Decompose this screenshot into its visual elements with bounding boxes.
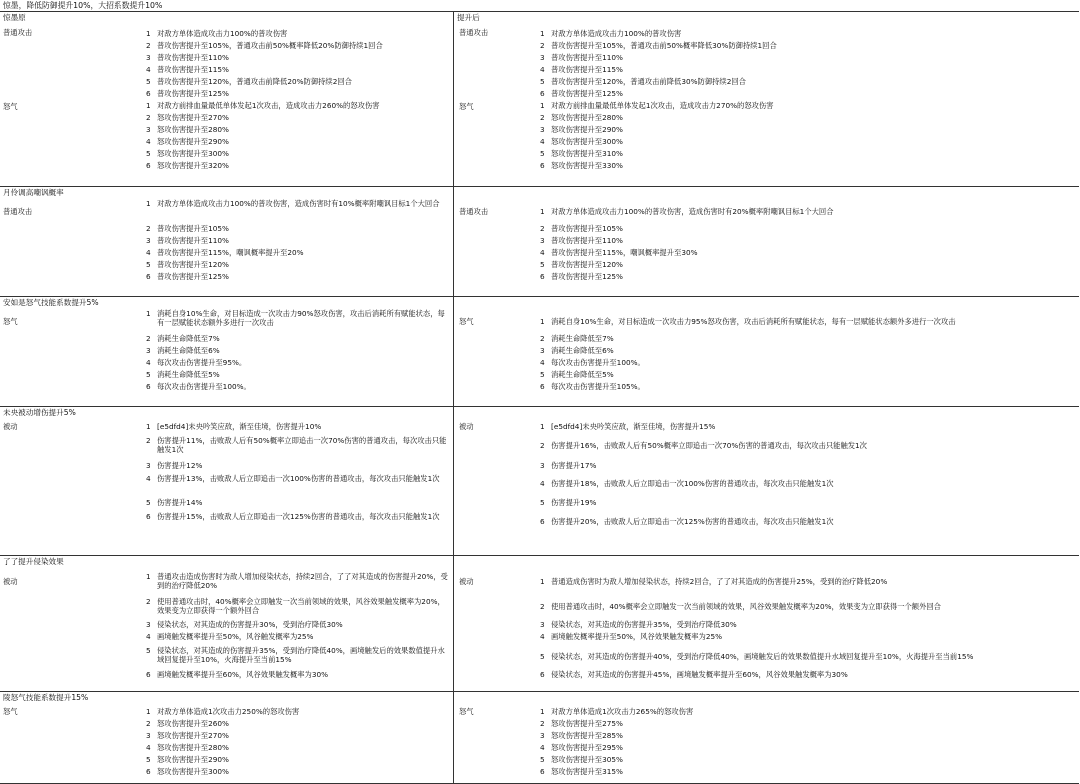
skill-level-row <box>540 755 1075 764</box>
level-description: 怒攻伤害提升至260% <box>157 719 229 728</box>
skill-level-row <box>146 77 451 86</box>
skill-level-row <box>146 101 451 110</box>
level-number: 6 <box>146 512 151 521</box>
skill-type-label: 怒气 <box>459 317 474 326</box>
skill-level-row <box>146 53 451 62</box>
level-description: 怒攻伤害提升至290% <box>157 755 229 764</box>
skill-level-row <box>540 461 1075 470</box>
skill-level-row <box>540 113 1075 122</box>
skill-level-row <box>146 474 451 483</box>
level-number: 4 <box>540 743 545 752</box>
right-column <box>454 556 1079 691</box>
level-description: 怒攻伤害提升至320% <box>157 161 229 170</box>
level-description: 普攻伤害提升至105% <box>157 224 229 233</box>
level-description: 每次攻击伤害提升至100%。 <box>157 382 251 391</box>
level-number: 6 <box>146 161 151 170</box>
level-description: 消耗生命降低至5% <box>157 370 220 379</box>
level-number: 2 <box>146 41 151 50</box>
skill-level-row <box>146 422 451 431</box>
left-column <box>0 297 454 406</box>
skill-level-row <box>146 199 451 208</box>
level-description: 怒攻伤害提升至280% <box>157 125 229 134</box>
skill-level-row <box>146 382 451 391</box>
skill-level-row <box>146 149 451 158</box>
level-number: 2 <box>146 334 151 343</box>
skill-level-row <box>540 29 1075 38</box>
left-column <box>0 407 454 555</box>
skill-level-row <box>146 125 451 134</box>
level-description: 普攻伤害提升至125% <box>551 272 623 281</box>
skill-level-row <box>540 317 1075 326</box>
level-description: 对敌方单体造成攻击力100%的普攻伤害 <box>551 29 682 38</box>
level-description: 对敌方单体造成攻击力100%的普攻伤害，造成伤害时有20%概率附嘲讽目标1个大回合 <box>551 207 834 216</box>
level-number: 6 <box>540 767 545 776</box>
level-description: 伤害提升12% <box>157 461 203 470</box>
section-note: 惊墨原 <box>3 13 26 22</box>
level-number: 3 <box>540 53 545 62</box>
level-description: 侵染状态，对其造成的伤害提升45%，画境触发概率提升至60%，风谷效果触发概率为30% <box>551 670 848 679</box>
left-column <box>0 556 454 691</box>
level-number: 1 <box>146 707 151 716</box>
right-column <box>454 297 1079 406</box>
skill-level-row <box>540 89 1075 98</box>
level-description: 对敌方前排血量最低单体发起1次攻击，造成攻击力260%的怒攻伤害 <box>157 101 380 110</box>
skill-level-row <box>146 224 451 233</box>
level-number: 1 <box>146 309 151 318</box>
level-description: 消耗生命降低至7% <box>551 334 614 343</box>
level-number: 4 <box>540 632 545 641</box>
level-number: 4 <box>540 65 545 74</box>
level-description: 普攻伤害提升至120% <box>551 260 623 269</box>
level-description: 侵染状态，对其造成的伤害提升40%，受到治疗降低40%，画境触发后的效果数值提升水域回复提升至10%，火海提升至当前15% <box>551 652 974 661</box>
level-description: 怒攻伤害提升至275% <box>551 719 623 728</box>
level-description: 画境触发概率提升至50%，风谷触发概率为25% <box>157 632 314 641</box>
level-description: 消耗生命降低至7% <box>157 334 220 343</box>
level-description: 伤害提升15%，击败敌人后立即追击一次125%伤害的普通攻击，每次攻击只能触发1次 <box>157 512 440 521</box>
skill-level-row <box>540 731 1075 740</box>
skill-level-row <box>146 632 451 641</box>
level-number: 4 <box>146 743 151 752</box>
skill-type-label: 被动 <box>459 422 474 431</box>
section-s5 <box>0 555 1079 691</box>
skill-level-row <box>146 731 451 740</box>
level-number: 3 <box>146 461 151 470</box>
skill-type-label: 被动 <box>3 422 18 431</box>
level-number: 4 <box>146 137 151 146</box>
section-s6 <box>0 691 1079 784</box>
section-s2 <box>0 186 1079 296</box>
level-number: 4 <box>540 358 545 367</box>
level-description: 怒攻伤害提升至300% <box>551 137 623 146</box>
level-number: 3 <box>540 620 545 629</box>
skill-level-row <box>146 137 451 146</box>
skill-level-row <box>146 461 451 470</box>
level-description: 怒攻伤害提升至270% <box>157 113 229 122</box>
level-description: [e5dfd4]未央吟笑应敌，渐至佳境，伤害提升15% <box>551 422 716 431</box>
level-description: 对敌方单体造成1次攻击力265%的怒攻伤害 <box>551 707 694 716</box>
left-column <box>0 12 454 186</box>
level-description: 普通攻击造成伤害时为敌人增加侵染状态，持续2回合，了了对其造成的伤害提升20%，受到的治疗降低20% <box>157 572 448 591</box>
level-description: 普攻伤害提升至110% <box>551 53 623 62</box>
skill-level-row <box>540 207 1075 216</box>
section-note: 月伶调高嘲讽概率 <box>3 188 64 197</box>
level-number: 6 <box>540 382 545 391</box>
skill-level-row <box>540 620 1075 629</box>
level-description: 伤害提升13%，击败敌人后立即追击一次100%伤害的普通攻击，每次攻击只能触发1次 <box>157 474 440 483</box>
level-number: 1 <box>540 317 545 326</box>
level-description: 画境触发概率提升至50%，风谷效果触发概率为25% <box>551 632 723 641</box>
level-number: 2 <box>146 719 151 728</box>
skill-level-row <box>146 65 451 74</box>
skill-level-row <box>146 436 451 455</box>
level-number: 6 <box>540 670 545 679</box>
skill-level-row <box>146 707 451 716</box>
level-description: [e5dfd4]未央吟笑应敌，渐至佳境，伤害提升10% <box>157 422 322 431</box>
skill-level-row <box>540 602 1075 611</box>
level-description: 伤害提升14% <box>157 498 203 507</box>
level-description: 普攻伤害提升至120%，普通攻击前降低20%防御持续2回合 <box>157 77 352 86</box>
skill-level-row <box>540 577 1075 586</box>
level-number: 5 <box>146 260 151 269</box>
left-column <box>0 692 454 783</box>
level-description: 消耗生命降低至5% <box>551 370 614 379</box>
level-description: 消耗自身10%生命，对目标造成一次攻击力95%怒攻伤害，攻击后消耗所有赋能状态，每有一层赋能状态额外多进行一次攻击 <box>551 317 956 326</box>
skill-level-row <box>540 334 1075 343</box>
level-description: 对敌方单体造成1次攻击力250%的怒攻伤害 <box>157 707 300 716</box>
level-number: 1 <box>146 29 151 38</box>
skill-level-row <box>540 77 1075 86</box>
level-description: 每次攻击伤害提升至95%。 <box>157 358 247 367</box>
right-column <box>454 12 1079 186</box>
level-number: 4 <box>146 248 151 257</box>
level-number: 6 <box>146 89 151 98</box>
section-note: 了了提升侵染效果 <box>3 557 64 566</box>
level-description: 怒攻伤害提升至330% <box>551 161 623 170</box>
section-note: 提升后 <box>457 13 480 22</box>
level-description: 侵染状态，对其造成的伤害提升35%，受到治疗降低40%，画境触发后的效果数值提升水域回复提升至10%，火海提升至当前15% <box>157 646 445 665</box>
skill-level-row <box>146 272 451 281</box>
skill-level-row <box>540 161 1075 170</box>
level-description: 怒攻伤害提升至315% <box>551 767 623 776</box>
level-description: 怒攻伤害提升至280% <box>551 113 623 122</box>
skill-type-label: 被动 <box>459 577 474 586</box>
level-number: 3 <box>540 461 545 470</box>
level-number: 5 <box>540 498 545 507</box>
level-number: 5 <box>146 755 151 764</box>
level-number: 6 <box>146 670 151 679</box>
level-number: 1 <box>540 29 545 38</box>
skill-level-row <box>540 101 1075 110</box>
level-description: 怒攻伤害提升至300% <box>157 149 229 158</box>
skill-level-row <box>540 41 1075 50</box>
skill-level-row <box>540 236 1075 245</box>
level-description: 普攻伤害提升至120% <box>157 260 229 269</box>
skill-level-row <box>146 346 451 355</box>
level-number: 5 <box>146 646 151 655</box>
level-number: 3 <box>540 731 545 740</box>
skill-level-row <box>146 572 451 591</box>
level-number: 1 <box>146 422 151 431</box>
skill-level-row <box>540 632 1075 641</box>
level-description: 普通造成伤害时为敌人增加侵染状态，持续2回合，了了对其造成的伤害提升25%，受到的治疗降低20% <box>551 577 888 586</box>
skill-type-label: 普通攻击 <box>459 28 489 37</box>
level-number: 6 <box>146 382 151 391</box>
skill-level-row <box>540 272 1075 281</box>
level-number: 3 <box>540 236 545 245</box>
level-number: 1 <box>540 207 545 216</box>
level-number: 2 <box>540 113 545 122</box>
skill-level-row <box>146 260 451 269</box>
level-description: 对敌方单体造成攻击力100%的普攻伤害，造成伤害时有10%概率附嘲讽目标1个大回合 <box>157 199 440 208</box>
skill-level-row <box>146 719 451 728</box>
skill-level-row <box>540 517 1075 526</box>
skill-level-row <box>540 248 1075 257</box>
skill-level-row <box>540 382 1075 391</box>
level-number: 1 <box>540 707 545 716</box>
skill-level-row <box>540 498 1075 507</box>
level-description: 普攻伤害提升至115% <box>551 65 623 74</box>
level-description: 普攻伤害提升至105%，普通攻击前50%概率降低20%防御持续1回合 <box>157 41 383 50</box>
skill-level-row <box>540 149 1075 158</box>
level-description: 伤害提升11%，击败敌人后有50%概率立即追击一次70%伤害的普通攻击，每次攻击只能触发1次 <box>157 436 447 455</box>
level-number: 2 <box>540 441 545 450</box>
skill-level-row <box>146 512 451 521</box>
level-number: 2 <box>540 224 545 233</box>
skill-level-row <box>540 670 1075 679</box>
skill-level-row <box>146 29 451 38</box>
level-number: 6 <box>540 272 545 281</box>
level-number: 4 <box>146 632 151 641</box>
level-number: 1 <box>146 101 151 110</box>
level-description: 画境触发概率提升至60%，风谷效果触发概率为30% <box>157 670 329 679</box>
level-description: 伤害提升20%，击败敌人后立即追击一次125%伤害的普通攻击，每次攻击只能触发1次 <box>551 517 834 526</box>
level-description: 伤害提升16%，击败敌人后有50%概率立即追击一次70%伤害的普通攻击，每次攻击只能触发1次 <box>551 441 867 450</box>
skill-level-row <box>540 53 1075 62</box>
skill-type-label: 怒气 <box>3 317 18 326</box>
level-description: 普攻伤害提升至110% <box>157 236 229 245</box>
level-description: 怒攻伤害提升至280% <box>157 743 229 752</box>
level-description: 怒攻伤害提升至300% <box>157 767 229 776</box>
skill-level-row <box>540 479 1075 488</box>
right-column <box>454 407 1079 555</box>
level-number: 1 <box>146 572 151 581</box>
level-description: 怒攻伤害提升至310% <box>551 149 623 158</box>
level-number: 1 <box>146 199 151 208</box>
level-description: 怒攻伤害提升至290% <box>551 125 623 134</box>
section-s1 <box>0 11 1079 186</box>
skill-type-label: 普通攻击 <box>459 207 489 216</box>
skill-level-row <box>146 498 451 507</box>
section-note: 未央被动增伤提升5% <box>3 408 76 417</box>
skill-level-row <box>540 652 1075 661</box>
level-description: 怒攻伤害提升至290% <box>157 137 229 146</box>
level-description: 侵染状态，对其造成的伤害提升30%，受到治疗降低30% <box>157 620 343 629</box>
level-description: 每次攻击伤害提升至105%。 <box>551 382 645 391</box>
level-number: 3 <box>146 731 151 740</box>
level-number: 2 <box>146 224 151 233</box>
skill-type-label: 怒气 <box>3 102 18 111</box>
level-description: 普攻伤害提升至125% <box>157 89 229 98</box>
level-description: 使用普通攻击时，40%概率会立即触发一次当前领域的效果，风谷效果触发概率为20%，效果变为立即获得一个额外回合 <box>157 597 445 616</box>
level-number: 3 <box>540 346 545 355</box>
skill-level-row <box>146 597 451 616</box>
level-number: 3 <box>146 346 151 355</box>
skill-level-row <box>540 346 1075 355</box>
skill-level-row <box>146 646 451 665</box>
skill-level-row <box>540 743 1075 752</box>
level-description: 普攻伤害提升至110% <box>551 236 623 245</box>
level-description: 普攻伤害提升至105%，普通攻击前50%概率降低30%防御持续1回合 <box>551 41 777 50</box>
skill-level-row <box>540 370 1075 379</box>
skill-level-row <box>540 719 1075 728</box>
level-description: 消耗生命降低至6% <box>551 346 614 355</box>
level-number: 3 <box>146 53 151 62</box>
skill-level-row <box>146 89 451 98</box>
skill-level-row <box>146 767 451 776</box>
level-number: 4 <box>146 65 151 74</box>
level-number: 3 <box>540 125 545 134</box>
level-number: 6 <box>540 161 545 170</box>
level-number: 5 <box>146 370 151 379</box>
skill-level-row <box>540 224 1075 233</box>
level-number: 2 <box>146 597 151 606</box>
level-number: 3 <box>146 236 151 245</box>
level-number: 2 <box>146 436 151 445</box>
level-description: 普攻伤害提升至105% <box>551 224 623 233</box>
level-number: 5 <box>146 498 151 507</box>
level-description: 使用普通攻击时，40%概率会立即触发一次当前领域的效果，风谷效果触发概率为20%，效果变为立即获得一个额外回合 <box>551 602 941 611</box>
level-number: 2 <box>540 41 545 50</box>
level-description: 普攻伤害提升至125% <box>157 272 229 281</box>
level-description: 怒攻伤害提升至285% <box>551 731 623 740</box>
skill-level-row <box>146 358 451 367</box>
skill-level-row <box>540 441 1075 450</box>
level-description: 伤害提升18%，击败敌人后立即追击一次100%伤害的普通攻击，每次攻击只能触发1次 <box>551 479 834 488</box>
section-note: 陵怒气技能系数提升15% <box>3 693 89 702</box>
skill-level-row <box>146 161 451 170</box>
level-description: 怒攻伤害提升至305% <box>551 755 623 764</box>
level-number: 4 <box>540 479 545 488</box>
section-s4 <box>0 406 1079 555</box>
level-number: 3 <box>146 125 151 134</box>
level-number: 5 <box>540 370 545 379</box>
level-description: 每次攻击伤害提升至100%。 <box>551 358 645 367</box>
level-number: 4 <box>146 358 151 367</box>
level-number: 2 <box>540 719 545 728</box>
skill-level-row <box>540 260 1075 269</box>
level-description: 普攻伤害提升至115%，嘲讽概率提升至20% <box>157 248 304 257</box>
level-description: 对敌方单体造成攻击力100%的普攻伤害 <box>157 29 288 38</box>
level-description: 伤害提升17% <box>551 461 597 470</box>
level-description: 普攻伤害提升至115%，嘲讽概率提升至30% <box>551 248 698 257</box>
level-number: 2 <box>540 334 545 343</box>
level-description: 侵染状态，对其造成的伤害提升35%，受到治疗降低30% <box>551 620 737 629</box>
level-description: 普攻伤害提升至110% <box>157 53 229 62</box>
skill-level-row <box>540 137 1075 146</box>
skill-type-label: 普通攻击 <box>3 207 33 216</box>
right-column <box>454 692 1079 783</box>
level-number: 5 <box>540 755 545 764</box>
skill-level-row <box>540 767 1075 776</box>
skill-level-row <box>540 65 1075 74</box>
skill-level-row <box>146 113 451 122</box>
skill-level-row <box>146 755 451 764</box>
skill-level-row <box>540 358 1075 367</box>
level-description: 消耗自身10%生命，对目标造成一次攻击力90%怒攻伤害，攻击后消耗所有赋能状态，每有一层赋能状态额外多进行一次攻击 <box>157 309 445 328</box>
level-number: 5 <box>540 260 545 269</box>
level-number: 3 <box>146 620 151 629</box>
level-number: 4 <box>146 474 151 483</box>
level-number: 5 <box>540 149 545 158</box>
skill-level-row <box>146 334 451 343</box>
section-note: 安如是怒气技能系数提升5% <box>3 298 99 307</box>
skill-type-label: 怒气 <box>3 707 18 716</box>
skill-level-row <box>146 236 451 245</box>
level-number: 2 <box>540 602 545 611</box>
skill-level-row <box>146 41 451 50</box>
skill-level-row <box>540 125 1075 134</box>
level-number: 1 <box>540 101 545 110</box>
level-number: 2 <box>146 113 151 122</box>
level-number: 4 <box>540 137 545 146</box>
level-number: 6 <box>540 89 545 98</box>
level-number: 5 <box>146 149 151 158</box>
level-description: 对敌方前排血量最低单体发起1次攻击，造成攻击力270%的怒攻伤害 <box>551 101 774 110</box>
level-description: 消耗生命降低至6% <box>157 346 220 355</box>
level-description: 普攻伤害提升至125% <box>551 89 623 98</box>
level-description: 伤害提升19% <box>551 498 597 507</box>
level-number: 5 <box>540 652 545 661</box>
level-number: 5 <box>146 77 151 86</box>
skill-level-row <box>146 620 451 629</box>
level-number: 4 <box>540 248 545 257</box>
skill-type-label: 普通攻击 <box>3 28 33 37</box>
level-description: 怒攻伤害提升至270% <box>157 731 229 740</box>
skill-level-row <box>146 670 451 679</box>
level-number: 1 <box>540 422 545 431</box>
section-s3 <box>0 296 1079 406</box>
skill-type-label: 怒气 <box>459 707 474 716</box>
skill-level-row <box>540 707 1075 716</box>
level-number: 1 <box>540 577 545 586</box>
skill-type-label: 被动 <box>3 577 18 586</box>
level-description: 普攻伤害提升至115% <box>157 65 229 74</box>
level-number: 6 <box>146 272 151 281</box>
skill-type-label: 怒气 <box>459 102 474 111</box>
level-description: 怒攻伤害提升至295% <box>551 743 623 752</box>
level-number: 5 <box>540 77 545 86</box>
level-number: 6 <box>146 767 151 776</box>
page-title: 惊墨，降低防御提升10%，大招系数提升10% <box>3 1 163 10</box>
skill-level-row <box>146 309 451 328</box>
level-description: 普攻伤害提升至120%，普通攻击前降低30%防御持续2回合 <box>551 77 746 86</box>
left-column <box>0 187 454 296</box>
level-number: 6 <box>540 517 545 526</box>
skill-level-row <box>146 370 451 379</box>
right-column <box>454 187 1079 296</box>
skill-level-row <box>146 743 451 752</box>
skill-level-row <box>146 248 451 257</box>
skill-level-row <box>540 422 1075 431</box>
